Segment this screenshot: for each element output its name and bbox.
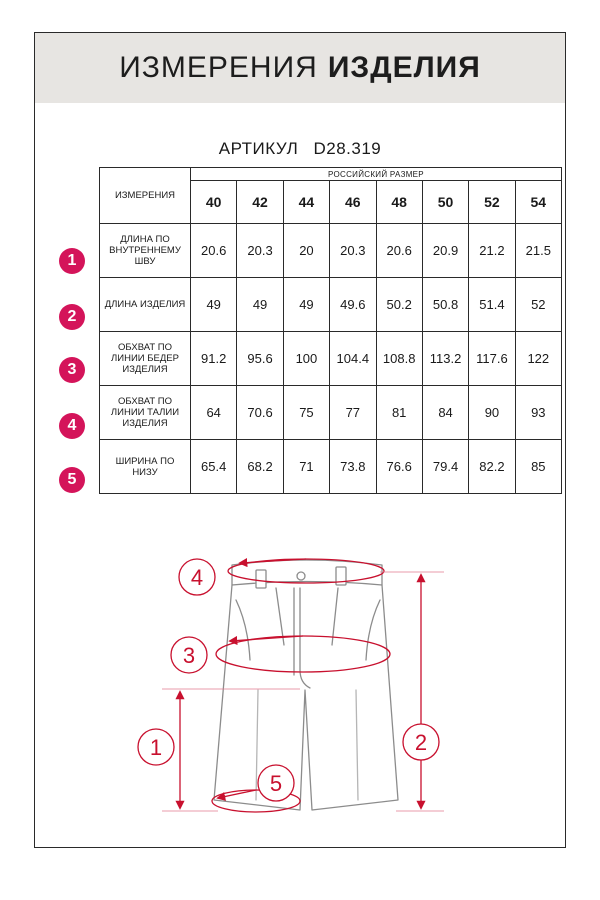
table-cell: 90 — [469, 386, 515, 440]
table-cell: 73.8 — [330, 440, 376, 494]
callout-5 — [258, 765, 294, 801]
row-label: ДЛИНА ИЗДЕЛИЯ — [100, 278, 191, 332]
table-cell: 113.2 — [422, 332, 468, 386]
size-header: 46 — [330, 181, 376, 224]
table-cell: 82.2 — [469, 440, 515, 494]
callout-label: 3 — [182, 643, 196, 668]
russian-size-header: РОССИЙСКИЙ РАЗМЕР — [191, 168, 562, 181]
callout-label: 1 — [149, 735, 163, 760]
table-cell: 21.5 — [515, 224, 561, 278]
size-header: 48 — [376, 181, 422, 224]
table-cell: 95.6 — [237, 332, 283, 386]
size-header: 42 — [237, 181, 283, 224]
table-cell: 50.8 — [422, 278, 468, 332]
size-header: 44 — [283, 181, 329, 224]
table-cell: 49 — [237, 278, 283, 332]
callout-3 — [171, 637, 207, 673]
measurement-lines — [162, 559, 444, 812]
table-cell: 49.6 — [330, 278, 376, 332]
table-cell: 20 — [283, 224, 329, 278]
row-label: ОБХВАТ ПО ЛИНИИ ТАЛИИ ИЗДЕЛИЯ — [100, 386, 191, 440]
table-cell: 79.4 — [422, 440, 468, 494]
table-cell: 20.9 — [422, 224, 468, 278]
table-cell: 68.2 — [237, 440, 283, 494]
size-header: 40 — [191, 181, 237, 224]
table-cell: 21.2 — [469, 224, 515, 278]
row-number-badge: 5 — [59, 467, 85, 493]
table-cell: 20.6 — [191, 224, 237, 278]
table-cell: 20.3 — [330, 224, 376, 278]
size-header: 50 — [422, 181, 468, 224]
table-cell: 108.8 — [376, 332, 422, 386]
callout-4 — [179, 559, 215, 595]
row-label: ОБХВАТ ПО ЛИНИИ БЕДЕР ИЗДЕЛИЯ — [100, 332, 191, 386]
table-cell: 104.4 — [330, 332, 376, 386]
table-cell: 91.2 — [191, 332, 237, 386]
table-cell: 64 — [191, 386, 237, 440]
row-label: ШИРИНА ПО НИЗУ — [100, 440, 191, 494]
table-cell: 75 — [283, 386, 329, 440]
table-cell: 51.4 — [469, 278, 515, 332]
table-cell: 77 — [330, 386, 376, 440]
table-cell: 81 — [376, 386, 422, 440]
table-cell: 85 — [515, 440, 561, 494]
callout-2 — [403, 724, 439, 760]
shorts-outline — [214, 560, 398, 810]
table-cell: 117.6 — [469, 332, 515, 386]
row-number-badge: 4 — [59, 413, 85, 439]
table-cell: 20.3 — [237, 224, 283, 278]
row-number-badge: 2 — [59, 304, 85, 330]
table-cell: 49 — [191, 278, 237, 332]
measurements-header: ИЗМЕРЕНИЯ — [100, 168, 191, 224]
size-header: 54 — [515, 181, 561, 224]
article-label: АРТИКУЛ — [218, 139, 299, 158]
callout-label: 2 — [414, 730, 428, 755]
title-light: ИЗМЕРЕНИЯ — [119, 51, 318, 84]
table-cell: 52 — [515, 278, 561, 332]
table-cell: 20.6 — [376, 224, 422, 278]
table-cell: 122 — [515, 332, 561, 386]
row-number-badge: 3 — [59, 357, 85, 383]
row-number-badge: 1 — [59, 248, 85, 274]
table-cell: 76.6 — [376, 440, 422, 494]
article-code: D28.319 — [313, 139, 382, 158]
row-label: ДЛИНА ПО ВНУТРЕННЕМУ ШВУ — [100, 224, 191, 278]
callout-label: 4 — [190, 565, 204, 590]
table-cell: 70.6 — [237, 386, 283, 440]
table-cell: 93 — [515, 386, 561, 440]
size-header: 52 — [469, 181, 515, 224]
table-cell: 100 — [283, 332, 329, 386]
callout-label: 5 — [269, 771, 283, 796]
table-cell: 71 — [283, 440, 329, 494]
callout-1 — [138, 729, 174, 765]
table-cell: 50.2 — [376, 278, 422, 332]
title-bold: ИЗДЕЛИЯ — [327, 51, 481, 84]
table-cell: 49 — [283, 278, 329, 332]
table-cell: 65.4 — [191, 440, 237, 494]
table-cell: 84 — [422, 386, 468, 440]
